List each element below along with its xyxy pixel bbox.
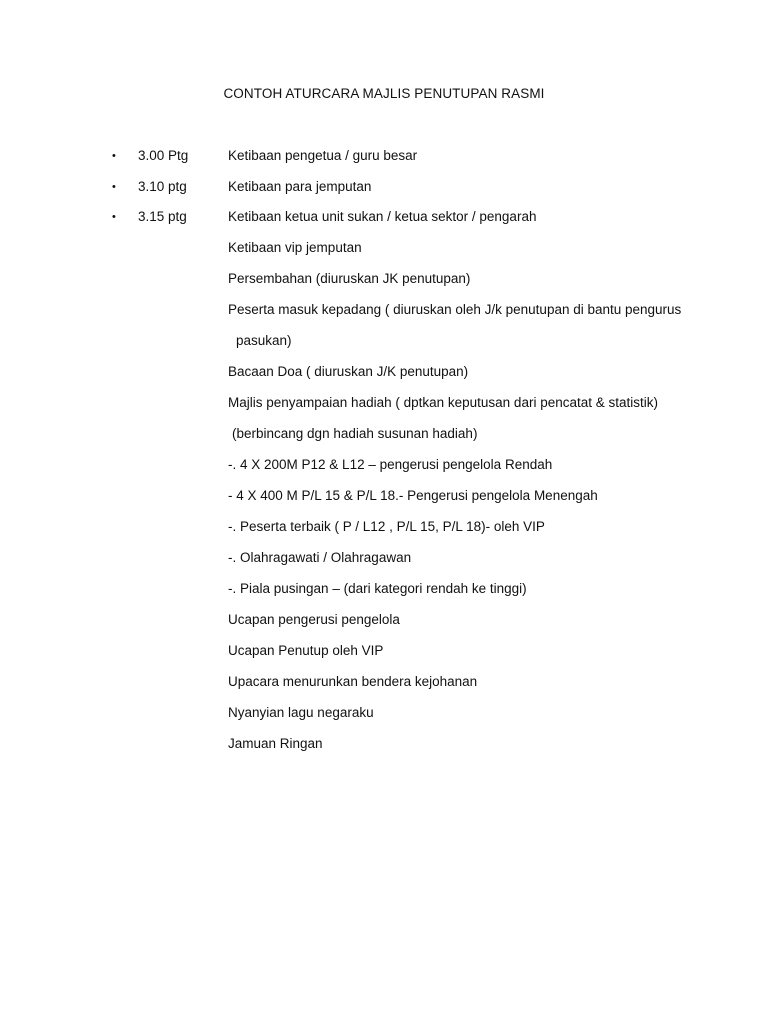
document-title: CONTOH ATURCARA MAJLIS PENUTUPAN RASMI bbox=[223, 86, 545, 101]
schedule-text: Ketibaan vip jemputan bbox=[228, 240, 362, 255]
schedule-row bbox=[0, 393, 768, 413]
schedule-text: Jamuan Ringan bbox=[228, 736, 323, 751]
schedule-row bbox=[0, 269, 768, 289]
schedule-row bbox=[0, 331, 768, 351]
schedule-row bbox=[0, 238, 768, 258]
schedule-text: pasukan) bbox=[236, 333, 292, 348]
bullet-icon: • bbox=[112, 150, 116, 162]
schedule-row bbox=[0, 517, 768, 537]
schedule-row bbox=[0, 734, 768, 754]
schedule-row bbox=[0, 641, 768, 661]
schedule-row bbox=[0, 486, 768, 506]
schedule-row bbox=[0, 207, 768, 227]
schedule-text: -. Piala pusingan – (dari kategori rendah ke tinggi) bbox=[228, 581, 527, 596]
schedule-text: -. 4 X 200M P12 & L12 – pengerusi pengelola Rendah bbox=[228, 457, 553, 472]
schedule-row bbox=[0, 300, 768, 320]
schedule-text: Ucapan pengerusi pengelola bbox=[228, 612, 400, 627]
schedule-row bbox=[0, 424, 768, 444]
schedule-text: Peserta masuk kepadang ( diuruskan oleh J/k penutupan di bantu pengurus bbox=[228, 302, 682, 317]
schedule-text: -. Olahragawati / Olahragawan bbox=[228, 550, 412, 565]
bullet-icon: • bbox=[112, 181, 116, 193]
schedule-row bbox=[0, 610, 768, 630]
schedule-text: Ketibaan pengetua / guru besar bbox=[228, 148, 418, 163]
schedule-text: Ketibaan para jemputan bbox=[228, 179, 372, 194]
schedule-row bbox=[0, 579, 768, 599]
schedule-time: 3.15 ptg bbox=[138, 209, 187, 224]
schedule-text: - 4 X 400 M P/L 15 & P/L 18.- Pengerusi pengelola Menengah bbox=[228, 488, 598, 503]
schedule-row bbox=[0, 146, 768, 166]
schedule-text: Nyanyian lagu negaraku bbox=[228, 705, 374, 720]
schedule-text: Ketibaan ketua unit sukan / ketua sektor / pengarah bbox=[228, 209, 537, 224]
schedule-text: Persembahan (diuruskan JK penutupan) bbox=[228, 271, 471, 286]
bullet-icon: • bbox=[112, 211, 116, 223]
schedule-text: Ucapan Penutup oleh VIP bbox=[228, 643, 384, 658]
schedule-row bbox=[0, 703, 768, 723]
schedule-text: Majlis penyampaian hadiah ( dptkan keputusan dari pencatat & statistik) bbox=[228, 395, 658, 410]
schedule-time: 3.10 ptg bbox=[138, 179, 187, 194]
schedule-row bbox=[0, 177, 768, 197]
schedule-text: Upacara menurunkan bendera kejohanan bbox=[228, 674, 478, 689]
schedule-text: -. Peserta terbaik ( P / L12 , P/L 15, P/L 18)- oleh VIP bbox=[228, 519, 545, 534]
schedule-time: 3.00 Ptg bbox=[138, 148, 189, 163]
schedule-row bbox=[0, 362, 768, 382]
schedule-row bbox=[0, 672, 768, 692]
schedule-text: (berbincang dgn hadiah susunan hadiah) bbox=[232, 426, 478, 441]
schedule-row bbox=[0, 548, 768, 568]
schedule-row bbox=[0, 455, 768, 475]
schedule-text: Bacaan Doa ( diuruskan J/K penutupan) bbox=[228, 364, 469, 379]
